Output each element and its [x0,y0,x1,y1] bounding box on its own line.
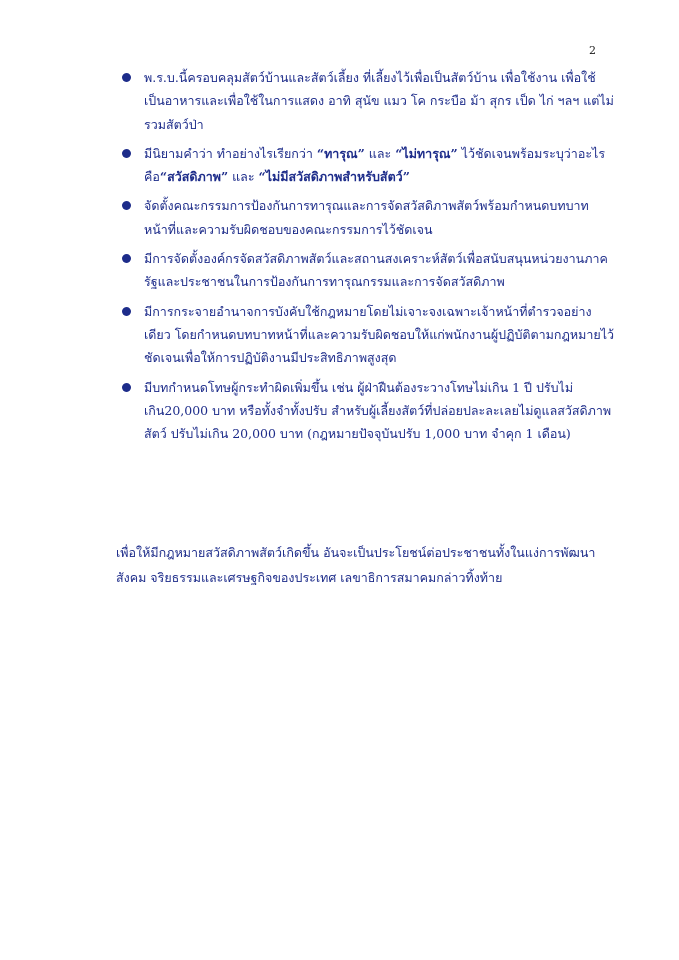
list-item [116,194,616,241]
bullet-icon [122,201,131,210]
bullet-icon [122,307,131,316]
closing-paragraph: เพื่อให้มีกฎหมายสวัสดิภาพสัตว์เกิดขึ้น อันจะเป็นประโยชน์ต่อประชาชนทั้งในแง่การพัฒนาสังคม จริยธรรมและเศรษฐกิจของประเทศ เลขาธิการสมาคมกล่าวทิ้งท้าย [116,545,596,585]
bullet-text: มีการกระจายอำนาจการบังคับใช้กฎหมายโดยไม่เจาะจงเฉพาะเจ้าหน้าที่ตำรวจอย่างเดียว โดยกำหนดบทบาทหน้าที่และความรับผิดชอบให้แก่พนักงานผู้ปฏิบัติตามกฎหมายไว้ชัดเจนเพื่อให้การปฏิบัติงานมีประสิทธิภาพสูงสุด [144,303,615,366]
list-item [116,247,616,294]
bullet-icon [122,254,131,263]
term-welfare: “สวัสดิภาพ” [159,169,229,185]
term-no-welfare: “ไม่มีสวัสดิภาพสำหรับสัตว์” [258,169,410,185]
list-item [116,66,616,136]
bullet-text: พ.ร.บ.นี้ครอบคลุมสัตว์บ้านและสัตว์เลี้ยง ที่เลี้ยงไว้เพื่อเป็นสัตว์บ้าน เพื่อใช้งาน เพื่อใช้เป็นอาหารและเพื่อใช้ในการแสดง อาทิ สุนัข แมว โค กระบือ ม้า สุกร เป็ด ไก่ ฯลฯ แต่ไม่รวมสัตว์ป่า [144,70,614,132]
list-item [116,142,616,189]
bullet-text: มีนิยามคำว่า ทำอย่างไรเรียกว่า “ทารุณ” และ “ไม่ทารุณ” ไว้ชัดเจนพร้อมระบุว่าอะไรคือ“สวัสดิภาพ” และ “ไม่มีสวัสดิภาพสำหรับสัตว์” [144,145,606,185]
term-not-cruel: “ไม่ทารุณ” [395,145,458,161]
list-item [116,376,616,446]
bullet-text: จัดตั้งคณะกรรมการป้องกันการทารุณและการจัดสวัสดิภาพสัตว์พร้อมกำหนดบทบาทหน้าที่และความรับผิดชอบของคณะกรรมการไว้ชัดเจน [144,198,589,237]
page-number: 2 [589,44,596,57]
bullet-text: มีบทกำหนดโทษผู้กระทำผิดเพิ่มขึ้น เช่น ผู้ฝ่าฝืนต้องระวางโทษไม่เกิน 1 ปี ปรับไม่เกิน20,000 บาท หรือทั้งจำทั้งปรับ สำหรับผู้เลี้ยงสัตว์ที่ปล่อยปละละเลยไม่ดูแลสวัสดิภาพสัตว์ ปรับไม่เกิน 20,000 บาท (กฎหมายปัจจุบันปรับ 1,000 บาท จำคุก 1 เดือน) [144,379,612,442]
bullet-icon [122,149,131,158]
bullet-icon [122,73,131,82]
term-cruel: “ทารุณ” [316,145,365,161]
bullet-list [116,66,616,451]
bullet-icon [122,383,131,392]
list-item [116,300,616,370]
bullet-text: มีการจัดตั้งองค์กรจัดสวัสดิภาพสัตว์และสถานสงเคราะห์สัตว์เพื่อสนับสนุนหน่วยงานภาครัฐและประชาชนในการป้องกันการทารุณกรรมและการจัดสวัสดิภาพ [144,251,608,290]
